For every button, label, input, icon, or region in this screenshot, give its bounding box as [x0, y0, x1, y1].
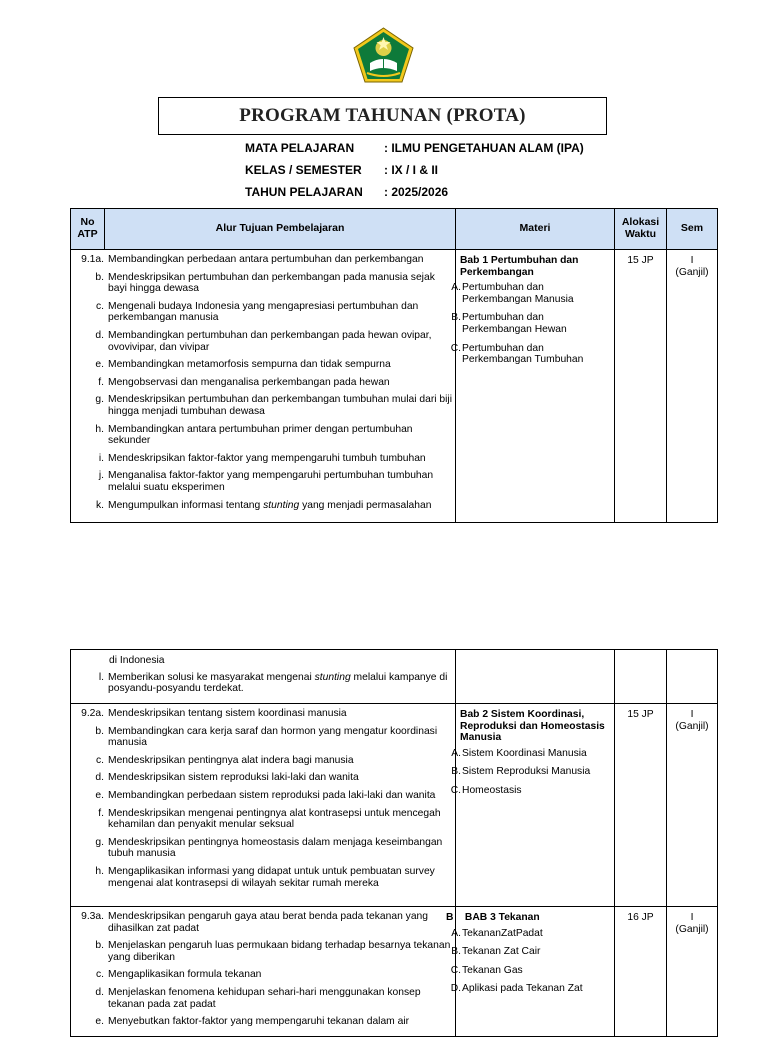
header-alokasi: Alokasi Waktu: [615, 209, 667, 250]
materi-cell: [446, 907, 615, 1037]
materi-text: Sistem Koordinasi Manusia: [462, 747, 587, 759]
list-item: [71, 755, 455, 767]
bab-title: B BAB 3 Tekanan: [446, 912, 540, 923]
materi-item: [451, 747, 611, 760]
item-text: Mengenali budaya Indonesia yang mengapresiasi pertumbuhan dan perkembangan manusia: [108, 300, 419, 324]
atp-cell: [71, 907, 456, 1037]
info-label: KELAS / SEMESTER: [245, 163, 362, 177]
table-row: [71, 250, 718, 523]
list-item: [71, 424, 455, 447]
list-item: [71, 726, 455, 749]
item-number: f.: [98, 376, 104, 388]
list-item: [71, 470, 455, 493]
item-number: f.: [98, 807, 104, 819]
materi-letter: C.: [450, 784, 462, 796]
item-number: e.: [95, 359, 104, 371]
item-number: c.: [95, 300, 104, 312]
materi-item: [451, 946, 611, 958]
info-label: MATA PELAJARAN: [245, 141, 355, 155]
materi-item: [450, 983, 611, 995]
list-item: [71, 911, 455, 934]
sem-cell: I (Ganjil): [667, 907, 718, 1037]
item-text: Memberikan solusi ke masyarakat mengenai stunting melalui kampanye di posyandu-posyandu terdekat.: [108, 671, 448, 695]
materi-item: [451, 927, 611, 940]
item-text: Mendeskripsikan faktor-faktor yang mempengaruhi tumbuh tumbuhan: [108, 452, 426, 464]
item-number: h.: [95, 865, 104, 877]
header-sem: Sem: [667, 209, 718, 250]
sem-cell: I (Ganjil): [667, 704, 718, 907]
materi-letter: B.: [451, 766, 462, 778]
list-item: [71, 394, 455, 417]
jp-cell: 15 JP: [615, 250, 667, 523]
item-number: e.: [95, 789, 104, 801]
item-text: Mengaplikasikan formula tekanan: [108, 969, 262, 981]
item-number: k.: [95, 499, 104, 511]
info-value: : IX / I & II: [384, 163, 439, 177]
item-text: Membandingkan perbedaan antara pertumbuhan dan perkembangan: [108, 254, 424, 265]
item-text: Mengumpulkan informasi tentang stunting yang menjadi permasalahan: [108, 499, 432, 511]
materi-letter: B.: [451, 946, 462, 958]
atp-list: [71, 250, 455, 494]
item-number: i.: [98, 452, 104, 464]
item-number: g.: [95, 836, 104, 848]
atp-cell: [71, 250, 456, 523]
materi-letter: A.: [451, 747, 462, 759]
document-title: PROGRAM TAHUNAN (PROTA): [239, 105, 526, 126]
materi-letter: A.: [451, 282, 461, 294]
list-item: [71, 1016, 455, 1028]
item-number: d.: [95, 329, 104, 341]
table-row: [71, 704, 718, 907]
sem-cell: I (Ganjil): [667, 250, 718, 523]
materi-text: TekananZatPadat: [462, 927, 543, 939]
item-number: l.: [98, 671, 104, 683]
bab-title: Bab 1 Pertumbuhan dan Perkembangan: [460, 255, 579, 278]
atp-cell: [71, 650, 456, 704]
list-item: [71, 453, 455, 465]
materi-text: Tekanan Zat Cair: [462, 946, 541, 958]
header-materi: Materi: [456, 209, 615, 250]
list-item: [71, 940, 455, 963]
list-item: [71, 866, 455, 889]
item-number: d.: [95, 986, 104, 998]
item-text: Membandingkan pertumbuhan dan perkembangan pada hewan ovipar, ovovivipar, dan vivipar: [108, 329, 432, 353]
info-value: : 2025/2026: [384, 185, 449, 199]
materi-letter: C.: [450, 964, 462, 976]
list-item: [71, 808, 455, 831]
materi-text: Sistem Reproduksi Manusia: [462, 766, 591, 778]
materi-item: [451, 312, 611, 335]
materi-letter: C.: [450, 342, 461, 354]
materi-item: [450, 964, 611, 977]
materi-cell: [450, 704, 615, 907]
item-number: h.: [95, 423, 104, 435]
list-item: [71, 790, 455, 802]
item-text: Mengaplikasikan informasi yang didapat untuk untuk pembuatan survey mengenai alat kontrasepsi di wilayah sekitar rumah mereka: [108, 865, 435, 889]
table-row: [71, 650, 718, 704]
prota-table-page1: [70, 208, 718, 523]
title-box: [158, 97, 607, 135]
item-text: Mendeskripsikan pertumbuhan dan perkembangan pada manusia sejak bayi hingga dewasa: [108, 271, 435, 295]
materi-text: Tekanan Gas: [462, 964, 523, 976]
item-text: Mengobservasi dan menganalisa perkembangan pada hewan: [108, 376, 390, 388]
list-item: [71, 330, 455, 353]
item-text: Mendeskripsikan pentingnya homeostasis dalam menjaga keseimbangan tubuh manusia: [108, 836, 443, 860]
materi-cell: [456, 650, 615, 704]
prota-table-page2: [70, 649, 718, 1037]
item-number: d.: [95, 772, 104, 784]
item-text: Mendeskripsikan tentang sistem koordinasi manusia: [108, 708, 347, 719]
jp-cell: 15 JP: [615, 704, 667, 907]
item-number: b.: [95, 940, 104, 952]
item-number: 9.2a.: [81, 708, 104, 719]
atp-list: [71, 704, 455, 889]
item-number: b.: [95, 271, 104, 283]
header-alur: Alur Tujuan Pembelajaran: [105, 209, 456, 250]
item-text: Mendeskripsikan pertumbuhan dan perkembangan tumbuhan mulai dari biji hingga menjadi tumbuhan dewasa: [108, 394, 453, 417]
item-text: Mendeskripsikan pentingnya alat indera bagi manusia: [108, 754, 354, 766]
materi-cell: [450, 250, 615, 523]
info-value: : ILMU PENGETAHUAN ALAM (IPA): [384, 141, 584, 155]
item-number: g.: [95, 394, 104, 406]
atp-list: [71, 907, 455, 1028]
list-item: [71, 359, 455, 371]
atp-cell: [71, 704, 456, 907]
list-item: [71, 672, 455, 695]
item-number: e.: [95, 1016, 104, 1028]
header-no-atp: No ATP: [71, 209, 105, 250]
table-row: [71, 907, 718, 1037]
list-item: [71, 272, 455, 295]
sem-cell: [667, 650, 718, 704]
item-number: j.: [98, 470, 104, 482]
item-text: Menjelaskan pengaruh luas permukaan bidang terhadap besarnya tekanan yang diberikan: [108, 940, 451, 963]
list-item: [71, 837, 455, 860]
continuation-text: di Indonesia: [109, 655, 165, 666]
item-number: 9.1a.: [81, 254, 104, 265]
bab-title: Bab 2 Sistem Koordinasi, Reproduksi dan Homeostasis Manusia: [460, 709, 605, 744]
list-item: [71, 254, 455, 266]
list-item: [71, 987, 455, 1010]
list-item: [71, 772, 455, 784]
list-item: [71, 708, 455, 720]
materi-letter: D.: [450, 983, 462, 995]
item-number: b.: [95, 725, 104, 737]
materi-text: Aplikasi pada Tekanan Zat: [462, 983, 583, 995]
item-text: Membandingkan perbedaan sistem reproduksi pada laki-laki dan wanita: [108, 789, 436, 801]
jp-cell: 16 JP: [615, 907, 667, 1037]
item-text: Menganalisa faktor-faktor yang mempengaruhi pertumbuhan tumbuhan melalui suatu eksperimen: [108, 470, 434, 493]
item-text: Menyebutkan faktor-faktor yang mempengaruhi tekanan dalam air: [108, 1016, 410, 1028]
item-number: c.: [95, 754, 104, 766]
materi-item: [451, 282, 611, 305]
materi-letter: B.: [451, 312, 461, 324]
item-text: Menjelaskan fenomena kehidupan sehari-hari menggunakan konsep tekanan pada zat padat: [108, 986, 421, 1010]
materi-text: Pertumbuhan dan Perkembangan Manusia: [462, 282, 574, 305]
table-header-row: [71, 209, 718, 250]
materi-letter: A.: [451, 927, 462, 939]
materi-text: Pertumbuhan dan Perkembangan Hewan: [462, 312, 567, 335]
item-text: Mendeskripsikan pengaruh gaya atau berat benda pada tekanan yang dihasilkan zat padat: [108, 911, 429, 934]
list-item: [71, 969, 455, 981]
item-text: Membandingkan cara kerja saraf dan hormon yang mengatur koordinasi manusia: [108, 725, 438, 749]
materi-item: [451, 766, 611, 778]
item-text: Mendeskripsikan mengenai pentingnya alat kontrasepsi untuk mencegah kehamilan dan penyakit menular seksual: [108, 807, 441, 831]
materi-item: [450, 784, 611, 797]
materi-text: Homeostasis: [462, 784, 522, 796]
info-label: TAHUN PELAJARAN: [245, 185, 363, 199]
item-text: Mendeskripsikan sistem reproduksi laki-laki dan wanita: [108, 772, 359, 784]
materi-item: [450, 342, 611, 366]
jp-cell: [615, 650, 667, 704]
list-item: [71, 301, 455, 324]
list-item: [71, 500, 455, 512]
kementerian-agama-logo: [353, 27, 414, 83]
item-number: c.: [95, 969, 104, 981]
item-text: Membandingkan metamorfosis sempurna dan tidak sempurna: [108, 359, 391, 371]
list-item: [71, 377, 455, 389]
item-text: Membandingkan antara pertumbuhan primer dengan pertumbuhan sekunder: [108, 423, 413, 447]
materi-text: Pertumbuhan dan Perkembangan Tumbuhan: [462, 342, 584, 366]
item-number: 9.3a.: [81, 911, 104, 922]
